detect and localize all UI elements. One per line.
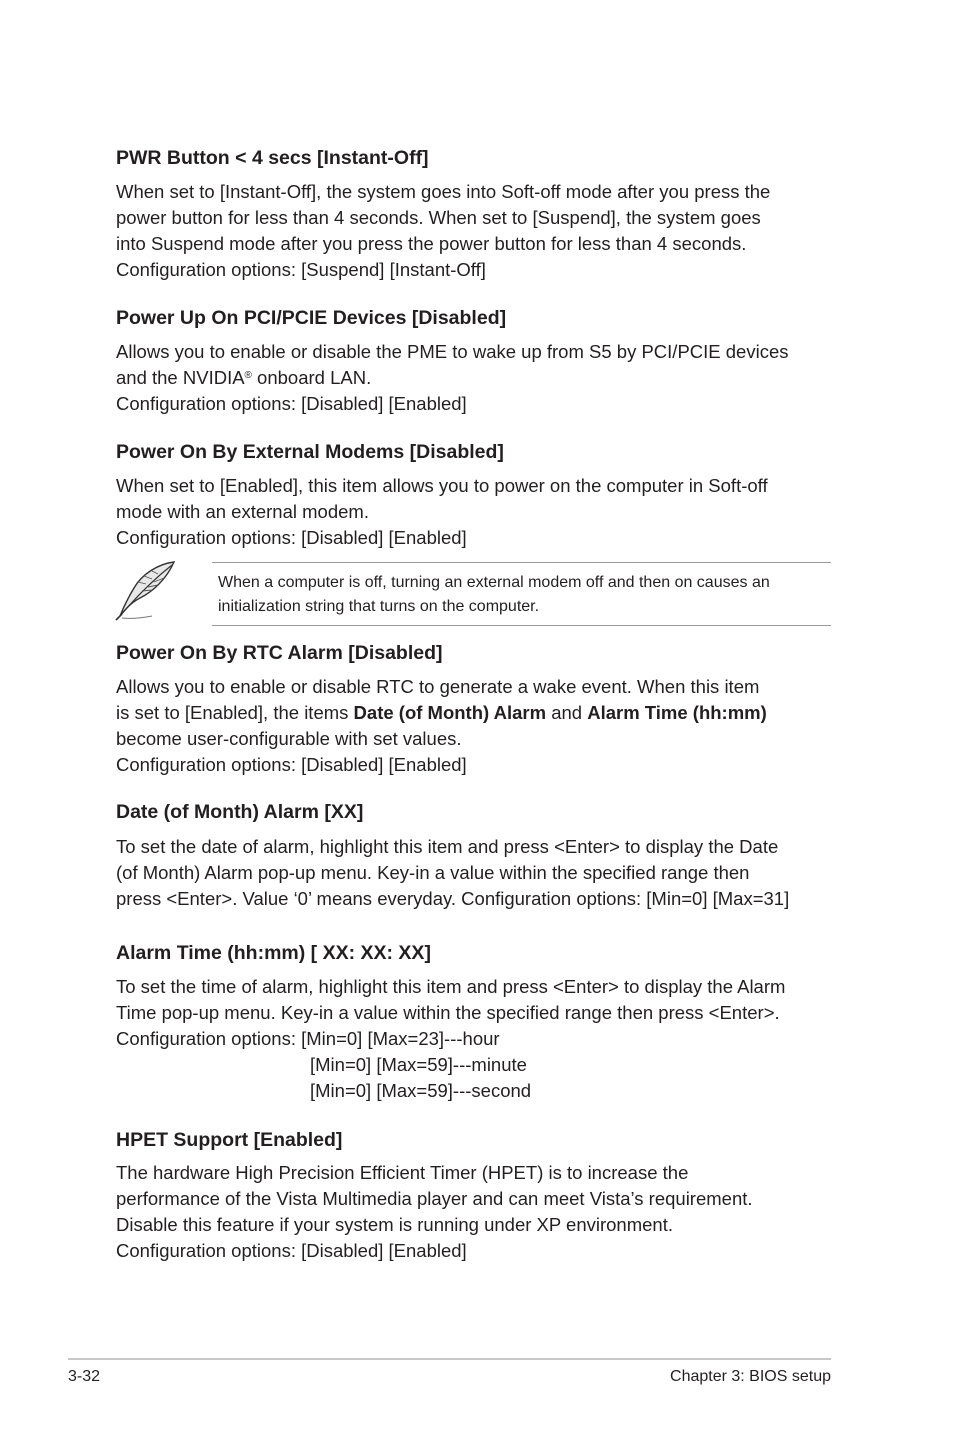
body-line bbox=[116, 700, 767, 726]
body-line: Allows you to enable or disable RTC to generate a wake event. When this item bbox=[116, 676, 760, 697]
section-body-hpet-support bbox=[116, 1160, 753, 1264]
body-text: and the NVIDIA bbox=[116, 367, 245, 388]
body-text: [Min=0] [Max=59]---second bbox=[310, 1080, 532, 1101]
section-heading-power-up-pci: Power Up On PCI/PCIE Devices [Disabled] bbox=[116, 307, 507, 329]
body-line bbox=[116, 365, 789, 391]
body-line: To set the date of alarm, highlight this item and press <Enter> to display the Date bbox=[116, 836, 779, 857]
section-heading-hpet-support: HPET Support [Enabled] bbox=[116, 1129, 343, 1151]
bold-term: Alarm Time (hh:mm) bbox=[587, 702, 767, 723]
body-line: performance of the Vista Multimedia player and can meet Vista’s requirement. bbox=[116, 1188, 753, 1209]
body-line: press <Enter>. Value ‘0’ means everyday. Configuration options: [Min=0] [Max=31] bbox=[116, 888, 790, 909]
section-heading-pwr-button: PWR Button < 4 secs [Instant-Off] bbox=[116, 147, 429, 169]
body-line: To set the time of alarm, highlight this item and press <Enter> to display the Alarm bbox=[116, 976, 786, 997]
body-line: Time pop-up menu. Key-in a value within the specified range then press <Enter>. bbox=[116, 1002, 780, 1023]
footer-rule bbox=[68, 1358, 831, 1360]
body-line: into Suspend mode after you press the power button for less than 4 seconds. bbox=[116, 233, 747, 254]
section-heading-alarm-time: Alarm Time (hh:mm) [ XX: XX: XX] bbox=[116, 942, 431, 964]
section-heading-date-alarm: Date (of Month) Alarm [XX] bbox=[116, 801, 364, 823]
section-heading-rtc-alarm: Power On By RTC Alarm [Disabled] bbox=[116, 642, 443, 664]
body-line: When set to [Enabled], this item allows you to power on the computer in Soft-off bbox=[116, 475, 768, 496]
body-line bbox=[116, 1078, 785, 1104]
body-line: When set to [Instant-Off], the system goes into Soft-off mode after you press the bbox=[116, 181, 771, 202]
body-line: Configuration options: [Min=0] [Max=23]---hour bbox=[116, 1028, 500, 1049]
page-number: 3-32 bbox=[68, 1368, 101, 1385]
section-body-pwr-button bbox=[116, 179, 770, 283]
section-body-alarm-time bbox=[116, 974, 785, 1104]
body-line: power button for less than 4 seconds. When set to [Suspend], the system goes bbox=[116, 207, 761, 228]
section-body-date-alarm bbox=[116, 834, 789, 912]
body-text: onboard LAN. bbox=[251, 367, 372, 388]
note-bottom-rule bbox=[212, 625, 831, 626]
bold-term: Date (of Month) Alarm bbox=[353, 702, 547, 723]
body-line: Configuration options: [Suspend] [Instant-Off] bbox=[116, 259, 486, 280]
note-text bbox=[218, 571, 770, 619]
body-line: mode with an external modem. bbox=[116, 501, 369, 522]
section-body-rtc-alarm bbox=[116, 674, 767, 778]
section-heading-external-modems: Power On By External Modems [Disabled] bbox=[116, 441, 504, 463]
body-line: (of Month) Alarm pop-up menu. Key-in a value within the specified range then bbox=[116, 862, 750, 883]
note-top-rule bbox=[212, 562, 831, 563]
body-line: Configuration options: [Disabled] [Enabled] bbox=[116, 393, 467, 414]
body-line: Configuration options: [Disabled] [Enabled] bbox=[116, 1240, 467, 1261]
body-text: and bbox=[546, 702, 588, 723]
quill-pen-icon bbox=[112, 558, 182, 622]
body-line: The hardware High Precision Efficient Timer (HPET) is to increase the bbox=[116, 1162, 689, 1183]
registered-mark: ® bbox=[244, 370, 252, 381]
note-line: initialization string that turns on the computer. bbox=[218, 598, 540, 615]
section-body-external-modems bbox=[116, 473, 768, 551]
body-text: [Min=0] [Max=59]---minute bbox=[310, 1054, 527, 1075]
body-line: Allows you to enable or disable the PME to wake up from S5 by PCI/PCIE devices bbox=[116, 341, 789, 362]
body-line: Configuration options: [Disabled] [Enabled] bbox=[116, 527, 467, 548]
body-line: Disable this feature if your system is running under XP environment. bbox=[116, 1214, 673, 1235]
body-line bbox=[116, 1052, 785, 1078]
body-text: is set to [Enabled], the items bbox=[116, 702, 354, 723]
chapter-title: Chapter 3: BIOS setup bbox=[670, 1368, 831, 1385]
note-line: When a computer is off, turning an external modem off and then on causes an bbox=[218, 574, 770, 591]
body-line: become user-configurable with set values. bbox=[116, 728, 462, 749]
section-body-power-up-pci bbox=[116, 339, 789, 417]
body-line: Configuration options: [Disabled] [Enabled] bbox=[116, 754, 467, 775]
